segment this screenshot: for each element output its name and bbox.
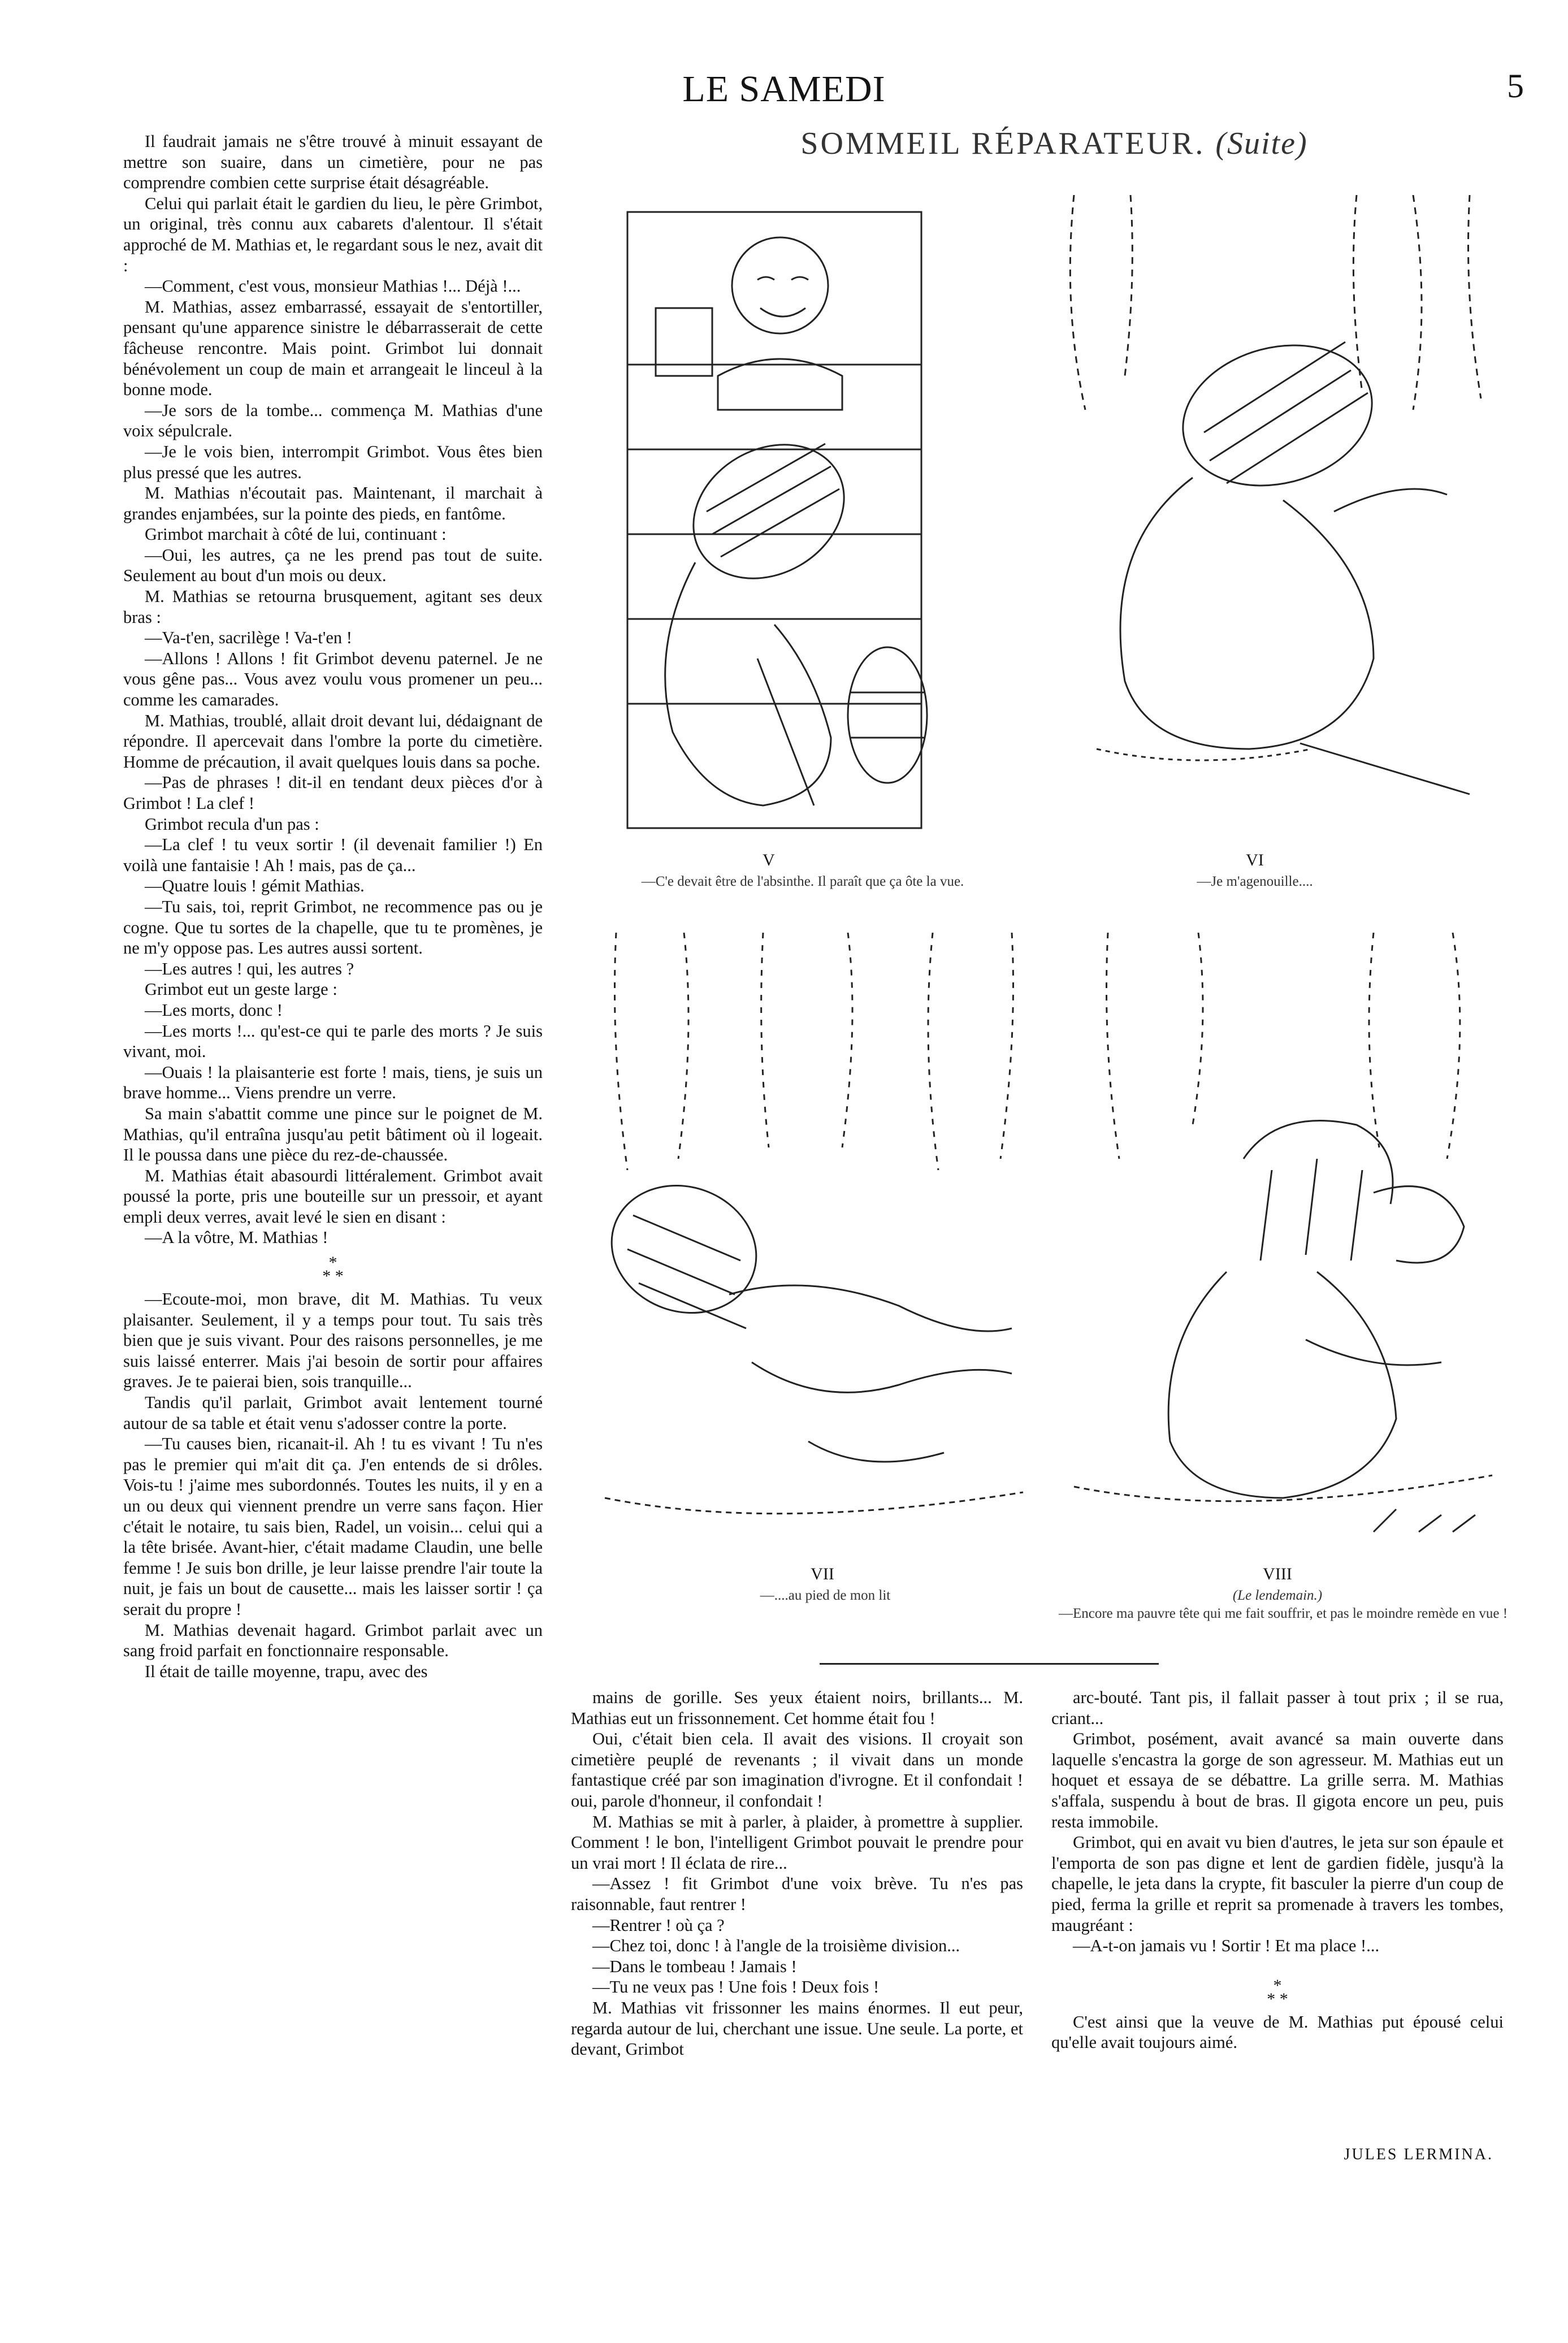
asterism-ornament: * * * [322, 1253, 344, 1286]
paragraph: M. Mathias, assez embarrassé, essayait de s'entortiller, pensant qu'une apparence sinistre le débarrasserait de cette fâcheuse rencontre. Mais point. Grimbot lui donnait bénévolement un coup de main et arrangeait le linceul à la bonne mode. [123, 297, 543, 400]
text-column-2 [571, 1687, 1023, 2060]
paragraph: M. Mathias se mit à parler, à plaider, à promettre à supplier. Comment ! le bon, l'intelligent Grimbot pouvait le prendre pour un vrai mort ! Il éclata de rire... [571, 1812, 1023, 1873]
panel-5-caption: —C'e devait être de l'absinthe. Il paraît que ça ôte la vue. [641, 874, 964, 889]
panel-6-caption: —Je m'agenouille.... [1197, 874, 1313, 889]
paragraph: M. Mathias était abasourdi littéralement. Grimbot avait poussé la porte, pris une bouteille sur un pressoir, et ayant empli deux verres, avait levé le sien en disant : [123, 1166, 543, 1227]
paragraph: —A-t-on jamais vu ! Sortir ! Et ma place !... [1073, 1936, 1380, 1956]
text-column-1 [123, 131, 543, 1682]
paragraph: —Assez ! fit Grimbot d'une voix brève. Tu n'es pas raisonnable, faut rentrer ! [571, 1874, 1023, 1914]
paragraph: —Oui, les autres, ça ne les prend pas tout de suite. Seulement au bout d'un mois ou deux. [123, 545, 543, 586]
paragraph: —Dans le tombeau ! Jamais ! [592, 1956, 797, 1976]
paragraph: —La clef ! tu veux sortir ! (il devenait familier !) En voilà une fantaisie ! Ah ! mais, pas de ça... [123, 835, 543, 875]
kneeling-man-with-barrel-illustration [1006, 195, 1504, 845]
paragraph: —Pas de phrases ! dit-il en tendant deux pièces d'or à Grimbot ! La clef ! [123, 773, 543, 813]
illustration-panel-6 [1006, 195, 1504, 845]
panel-6-numeral: VI [1246, 851, 1264, 869]
paragraph: Tandis qu'il parlait, Grimbot avait lentement tourné autour de sa table et était venu s'adosser contre la porte. [123, 1393, 543, 1433]
column-1-part-2 [123, 1289, 543, 1682]
page-number: 5 [1507, 67, 1524, 105]
paragraph: —Tu sais, toi, reprit Grimbot, ne recommence pas ou je cogne. Que tu sortes de la chapelle, que tu te promènes, je ne m'y oppose pas. Les autres aussi sortent. [123, 897, 543, 958]
paragraph: C'est ainsi que la veuve de M. Mathias put épousé celui qu'elle avait toujours aimé. [1051, 2012, 1504, 2052]
illustration-panel-8 [1057, 933, 1509, 1554]
panel-8-numeral: VIII [1263, 1565, 1292, 1583]
paragraph: Oui, c'était bien cela. Il avait des visions. Il croyait son cimetière peuplé de revenants ; il vivait dans un monde fantastique créé par son imagination d'ivrogne. Et il confondait ! oui, parole d'honneur, il confondait ! [571, 1729, 1023, 1811]
paragraph: Grimbot recula d'un pas : [145, 814, 319, 834]
feature-subtitle: (Suite) [1215, 126, 1308, 161]
paragraph: M. Mathias se retourna brusquement, agitant ses deux bras : [123, 587, 543, 627]
paragraph: M. Mathias, troublé, allait droit devant lui, dédaignant de répondre. Il apercevait dans l'ombre la porte du cimetière. Homme de précaution, il avait quelques louis dans sa poche. [123, 711, 543, 772]
man-with-broken-barrel-illustration [1057, 933, 1509, 1554]
paragraph: M. Mathias vit frissonner les mains énormes. Il eut peur, regarda autour de lui, cherchant une issue. Une seule. La porte, et devant, Grimbot [571, 1998, 1023, 2059]
author-signature: JULES LERMINA. [1344, 2146, 1493, 2163]
paragraph: —Rentrer ! où ça ? [592, 1915, 725, 1935]
paragraph: Grimbot eut un geste large : [145, 980, 337, 999]
panel-8-caption-italic: (Le lendemain.) [1232, 1588, 1323, 1603]
panel-5-numeral: V [763, 851, 775, 869]
paragraph: Celui qui parlait était le gardien du lieu, le père Grimbot, un original, très connu aux cabarets d'alentour. Il s'était approché de M. Mathias et, le regardant sous le nez, avait dit : [123, 193, 543, 275]
paragraph: —Chez toi, donc ! à l'angle de la troisième division... [592, 1936, 960, 1956]
paragraph: Sa main s'abattit comme une pince sur le poignet de M. Mathias, qu'il entraîna jusqu'au petit bâtiment où il logeait. Il le poussa dans une pièce du rez-de-chaussée. [123, 1103, 543, 1165]
paragraph: Grimbot, qui en avait vu bien d'autres, le jeta sur son épaule et l'emporta de son pas digne et lent de gardien fidèle, jusqu'à la chapelle, le jeta dans la crypte, fit basculer la pierre d'un coup de pied, ferma la grille et reprit sa promenade à travers les tombes, maugréant : [1051, 1833, 1504, 1935]
panel-7-caption: —....au pied de mon lit [760, 1588, 891, 1603]
panel-8-caption: —Encore ma pauvre tête qui me fait souffrir, et pas le moindre remède en vue ! [1058, 1606, 1508, 1621]
paragraph: —Tu ne veux pas ! Une fois ! Deux fois ! [592, 1977, 880, 1997]
paragraph: mains de gorille. Ses yeux étaient noirs, brillants... M. Mathias eut un frissonnement. Cet homme était fou ! [571, 1688, 1023, 1728]
paragraph: —Allons ! Allons ! fit Grimbot devenu paternel. Je ne vous gêne pas... Vous avez voulu vous promener un peu... comme les camarades. [123, 648, 543, 710]
column-1-part-1 [123, 131, 543, 1248]
paragraph: —Les autres ! qui, les autres ? [145, 959, 354, 978]
paragraph: M. Mathias devenait hagard. Grimbot parlait avec un sang froid parfait en fonctionnaire responsable. [123, 1620, 543, 1661]
feature-title [588, 125, 1521, 162]
man-lying-under-barrel-illustration [582, 933, 1040, 1554]
paragraph: —Comment, c'est vous, monsieur Mathias !... Déjà !... [145, 276, 521, 296]
paragraph: Il faudrait jamais ne s'être trouvé à minuit essayant de mettre son suaire, dans un cimetière, pour ne pas comprendre combien cette surprise était désagréable. [123, 132, 543, 193]
section-divider [820, 1663, 1159, 1665]
paragraph: —Va-t'en, sacrilège ! Va-t'en ! [145, 628, 352, 648]
paragraph: arc-bouté. Tant pis, il fallait passer à tout prix ; il se rua, criant... [1051, 1688, 1504, 1728]
illustration-panel-7 [582, 933, 1040, 1554]
paragraph: —Ouais ! la plaisanterie est forte ! mais, tiens, je suis un brave homme... Viens prendre un verre. [123, 1062, 543, 1103]
paragraph: —Les morts, donc ! [145, 1000, 283, 1020]
paragraph: Grimbot, posément, avait avancé sa main ouverte dans laquelle s'encastra la gorge de son agresseur. M. Mathias eut un hoquet et essaya de se débattre. La grille serra. M. Mathias s'affala, suspendu à bout de bras. Il gigota encore un peu, puis resta immobile. [1051, 1729, 1504, 1831]
paragraph: —Tu causes bien, ricanait-il. Ah ! tu es vivant ! Tu n'es pas le premier qui m'ait dit ça. J'en entends de si drôles. Vois-tu ! j'aime mes subordonnés. Toutes les nuits, il y en a un ou deux qui viennent prendre un verre sans façon. Hier c'était le notaire, tu sais bien, Radel, un voisin... celui qui a la tête brisée. Avant-hier, c'était madame Claudin, une belle femme ! Je suis bon drille, je leur laisse prendre l'air toute la nuit, je fais un bout de causette... mais les laisser sortir ! ça serait du propre ! [123, 1434, 543, 1619]
paragraph: Il était de taille moyenne, trapu, avec des [145, 1661, 428, 1681]
panel-7-numeral: VII [811, 1565, 834, 1583]
paragraph: —Je le vois bien, interrompit Grimbot. Vous êtes bien plus pressé que les autres. [123, 441, 543, 482]
feature-title-text: SOMMEIL RÉPARATEUR. [800, 126, 1206, 161]
paragraph: —Je sors de la tombe... commença M. Mathias d'une voix sépulcrale. [123, 400, 543, 441]
paragraph: —Ecoute-moi, mon brave, dit M. Mathias. Tu veux plaisanter. Seulement, il y a temps pour tout. Tu sais très bien que je suis vivant. Pour des raisons personnelles, je me suis laissé enterrer. Mais j'ai besoin de sortir pour affaires graves. Je te paierai bien, sois tranquille... [123, 1289, 543, 1392]
paragraph: Grimbot marchait à côté de lui, continuant : [145, 525, 447, 544]
drunk-with-barrel-head-illustration [571, 195, 961, 845]
paragraph: —A la vôtre, M. Mathias ! [145, 1228, 328, 1248]
text-column-3 [1051, 1687, 1504, 2053]
illustration-panel-5 [571, 195, 961, 845]
newspaper-masthead: LE SAMEDI [682, 68, 886, 110]
asterism-ornament: * * * [1267, 1976, 1288, 2008]
paragraph: —Les morts !... qu'est-ce qui te parle des morts ? Je suis vivant, moi. [123, 1021, 543, 1062]
paragraph: —Quatre louis ! gémit Mathias. [145, 876, 365, 896]
paragraph: M. Mathias n'écoutait pas. Maintenant, il marchait à grandes enjambées, sur la pointe des pieds, en fantôme. [123, 483, 543, 523]
